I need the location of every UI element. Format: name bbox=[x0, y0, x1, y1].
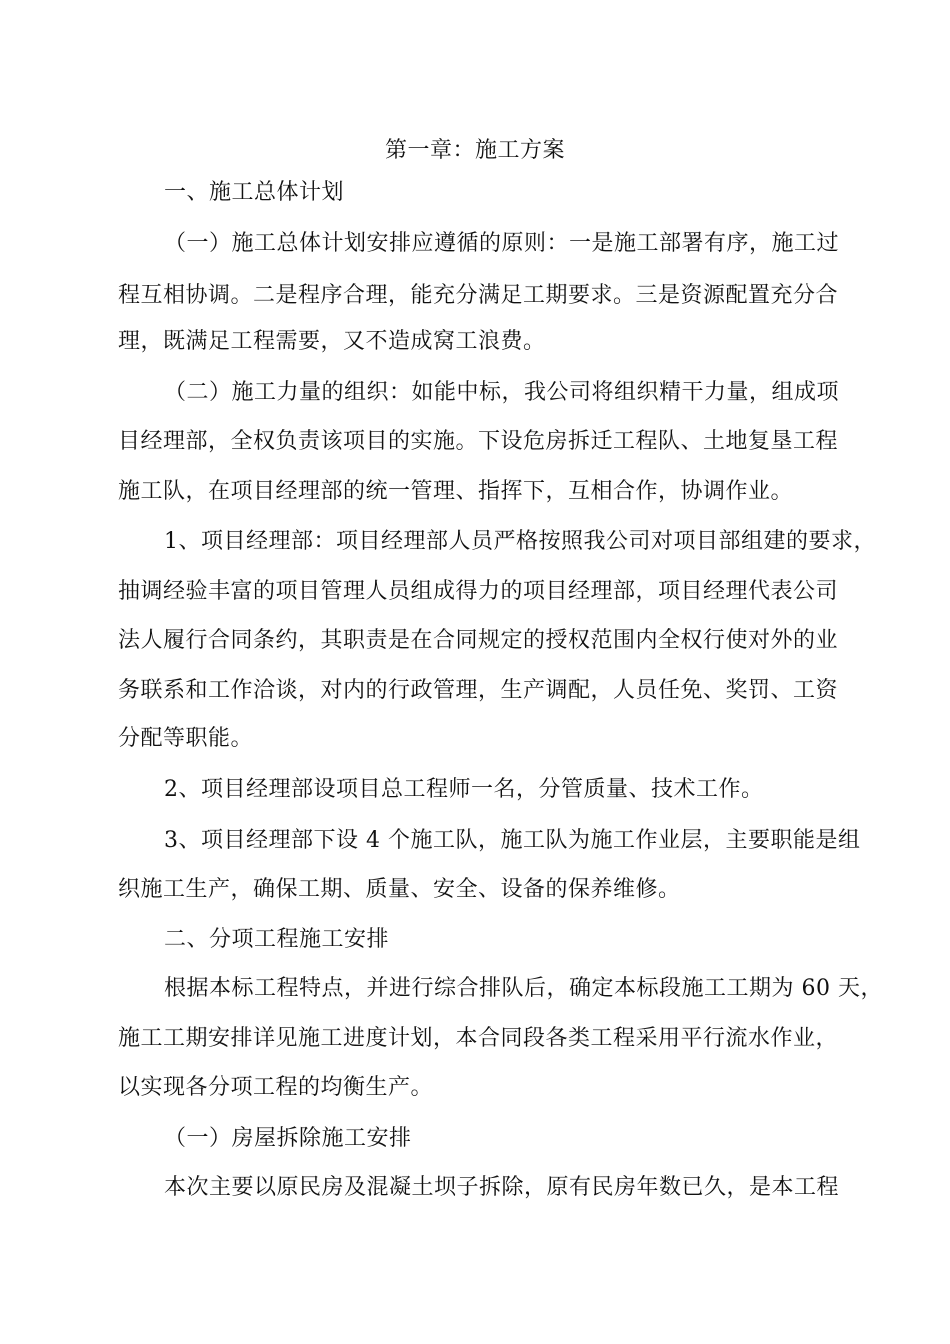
section-heading-1: 一、施工总体计划 bbox=[164, 180, 345, 205]
paragraph-line: 以实现各分项工程的均衡生产。 bbox=[118, 1075, 434, 1100]
paragraph-line: 理，既满足工程需要，又不造成窝工浪费。 bbox=[118, 329, 546, 354]
paragraph-line: 法人履行合同条约，其职责是在合同规定的授权范围内全权行使对外的业 bbox=[118, 628, 839, 653]
paragraph-line: 目经理部，全权负责该项目的实施。下设危房拆迁工程队、土地复垦工程 bbox=[118, 429, 839, 454]
chapter-title: 第一章：施工方案 bbox=[384, 138, 565, 163]
paragraph-line: 分配等职能。 bbox=[118, 726, 254, 751]
paragraph-line: 根据本标工程特点，并进行综合排队后，确定本标段施工工期为 60 天， bbox=[164, 976, 883, 1001]
paragraph-line: 2、项目经理部设项目总工程师一名，分管质量、技术工作。 bbox=[164, 777, 764, 802]
paragraph-line: 本次主要以原民房及混凝土坝子拆除，原有民房年数已久，是本工程 bbox=[164, 1175, 840, 1200]
paragraph-line: （二）施工力量的组织：如能中标，我公司将组织精干力量，组成项 bbox=[164, 380, 840, 405]
paragraph-line: 程互相协调。二是程序合理，能充分满足工期要求。三是资源配置充分合 bbox=[118, 283, 839, 308]
paragraph-line: 织施工生产，确保工期、质量、安全、设备的保养维修。 bbox=[118, 877, 681, 902]
paragraph-line: 务联系和工作洽谈，对内的行政管理，生产调配，人员任免、奖罚、工资 bbox=[118, 678, 839, 703]
paragraph-line: 3、项目经理部下设 4 个施工队，施工队为施工作业层，主要职能是组 bbox=[164, 828, 861, 853]
paragraph-line: 1、项目经理部：项目经理部人员严格按照我公司对项目部组建的要求， bbox=[164, 529, 876, 554]
subsection-heading: （一）房屋拆除施工安排 bbox=[164, 1126, 412, 1151]
paragraph-line: 施工工期安排详见施工进度计划，本合同段各类工程采用平行流水作业， bbox=[118, 1026, 839, 1051]
paragraph-line: 抽调经验丰富的项目管理人员组成得力的项目经理部，项目经理代表公司 bbox=[118, 579, 839, 604]
paragraph-line: （一）施工总体计划安排应遵循的原则：一是施工部署有序，施工过 bbox=[164, 231, 840, 256]
paragraph-line: 施工队，在项目经理部的统一管理、指挥下，互相合作，协调作业。 bbox=[118, 479, 794, 504]
section-heading-2: 二、分项工程施工安排 bbox=[164, 927, 390, 952]
